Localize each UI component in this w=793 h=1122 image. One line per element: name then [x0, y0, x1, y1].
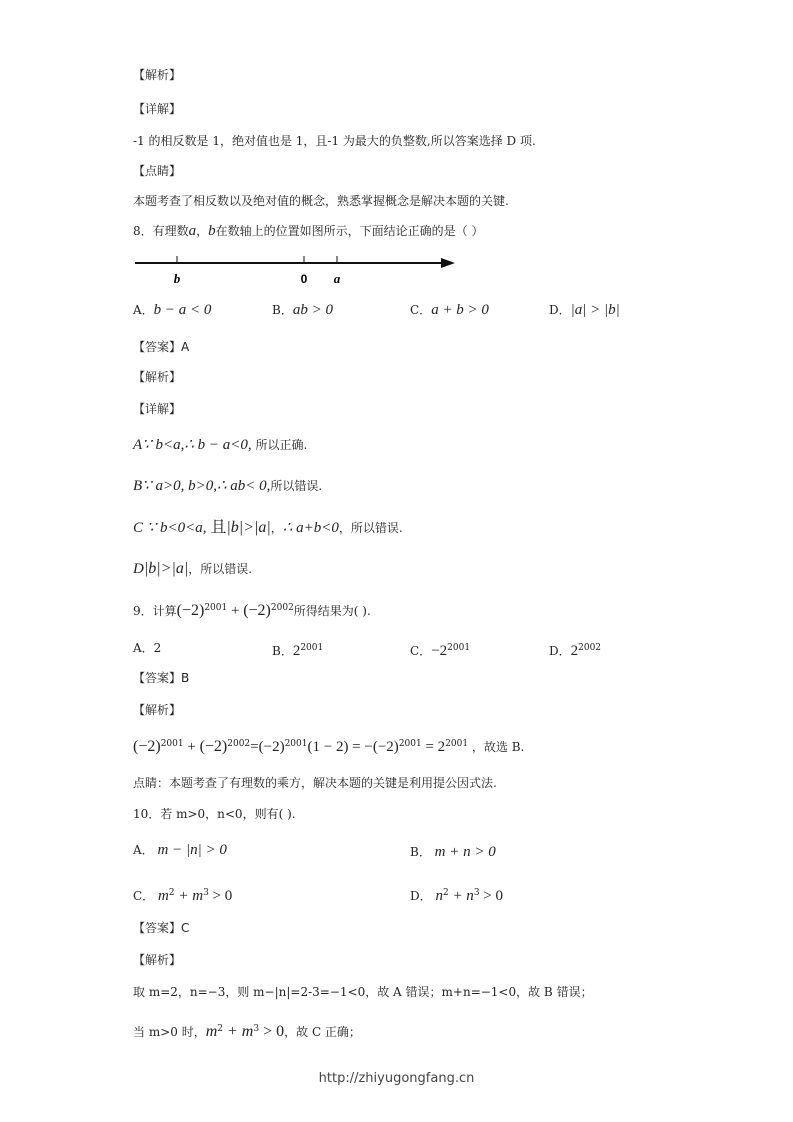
- q10-line2: 当 m>0 时，$m^2 + m^3 > 0$，故 C 正确；: [133, 1023, 361, 1040]
- q10-answer: 【答案】C: [133, 921, 190, 935]
- q8-option-c: C．a + b > 0: [410, 302, 489, 318]
- q8-option-d: D．|a| > |b|: [549, 302, 620, 318]
- jiexi-heading: 【解析】: [133, 68, 182, 82]
- q10-jiexi: 【解析】: [133, 953, 182, 967]
- detail-text: -1 的相反数是 1，绝对值也是 1，且-1 为最大的负整数,所以答案选择 D 项.: [133, 134, 536, 148]
- q9-option-d: D．$2^{2002}$: [549, 643, 602, 659]
- q8-option-a: A．b − a < 0: [133, 302, 212, 318]
- q8-answer: 【答案】A: [133, 340, 190, 354]
- q8-line-b: B∵ a>0, b>0,∴ ab< 0,所以错误.: [133, 478, 323, 494]
- q8-xiangjie: 【详解】: [133, 402, 182, 416]
- label-b: b: [173, 271, 181, 286]
- q8-option-b: B．ab > 0: [272, 302, 333, 318]
- number-line-arrow: [441, 258, 455, 268]
- q10-option-d: D． $n^2 + n^3 > 0$: [410, 888, 504, 904]
- q8-line-d: D|b|>|a|，所以错误.: [133, 560, 253, 577]
- summary-text: 本题考查了相反数以及绝对值的概念，熟悉掌握概念是解决本题的关键.: [133, 194, 509, 208]
- number-line-diagram: [133, 250, 458, 290]
- q10-option-a: A． m − |n| > 0: [133, 842, 227, 858]
- q10-option-b: B． m + n > 0: [410, 844, 496, 860]
- q10-option-c: C． $m^2 + m^3 > 0$: [133, 888, 233, 904]
- dianjing-heading: 【点睛】: [133, 164, 182, 178]
- q9-answer: 【答案】B: [133, 671, 190, 685]
- label-a: a: [333, 271, 341, 286]
- q9-solution: $(-2)^{2001} + (-2)^{2002}=(-2)^{2001}(1 - 2) = -(-2)^{2001} = 2^{2001}$ ，故选 B.: [133, 738, 525, 755]
- q10-stem: 10．若 m>0，n<0，则有( ).: [133, 807, 296, 821]
- xiangjie-heading: 【详解】: [133, 102, 182, 116]
- q9-dianjing: 点睛：本题考查了有理数的乘方，解决本题的关键是利用提公因式法.: [133, 776, 497, 790]
- q9-option-a: A．2: [133, 641, 162, 655]
- q9-option-c: C．$-2^{2001}$: [410, 643, 471, 659]
- label-0: 0: [300, 272, 308, 286]
- q8-line-c: C ∵ b<0<a, 且|b|>|a|，∴ a+b<0，所以错误.: [133, 517, 403, 536]
- footer-url[interactable]: http://zhiyugongfang.cn: [318, 1071, 475, 1086]
- q10-line1: 取 m=2，n=−3，则 m−|n|=2-3=−1<0，故 A 错误；m+n=−1<0，故 B 错误；: [133, 985, 593, 999]
- q8-line-a: A∵ b<a,∴ b − a<0, 所以正确.: [133, 437, 308, 453]
- q8-stem: 8．有理数a，b在数轴上的位置如图所示，下面结论正确的是（ ）: [133, 223, 484, 239]
- q9-option-b: B．$2^{2001}$: [272, 643, 324, 659]
- q9-stem: 9．计算$(-2)^{2001} + (-2)^{2002}$所得结果为( ).: [133, 602, 371, 619]
- q9-jiexi: 【解析】: [133, 703, 182, 717]
- q8-jiexi: 【解析】: [133, 370, 182, 384]
